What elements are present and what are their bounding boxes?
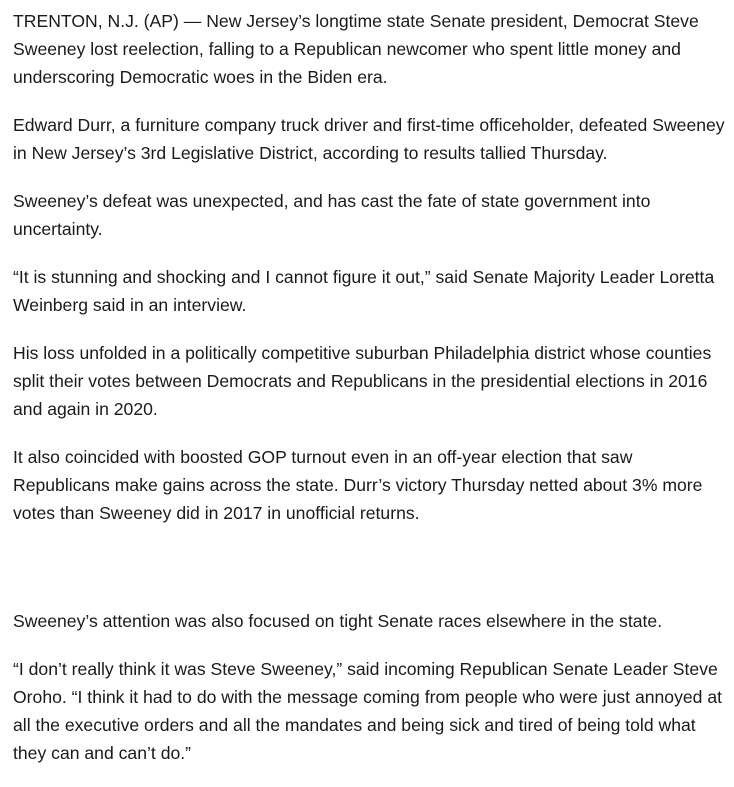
article-paragraph: His loss unfolded in a politically competitive suburban Philadelphia district whose counties split their votes between Democrats and Republicans in the presidential elections in 2016 and again in 2020. xyxy=(13,343,712,419)
article-paragraph-quote: “I don’t really think it was Steve Sweeney,” said incoming Republican Senate Leader Steve Oroho. “I think it had to do with the message coming from people who were just annoyed at all the executive orders and all the mandates and being sick and tired of being told what they can and can’t do.” xyxy=(13,659,723,763)
article-body xyxy=(13,7,725,787)
article-paragraph: Sweeney’s defeat was unexpected, and has cast the fate of state government into uncertainty. xyxy=(13,191,651,239)
article-paragraph: Sweeney’s attention was also focused on tight Senate races elsewhere in the state. xyxy=(13,611,663,631)
article-paragraph-dateline: TRENTON, N.J. (AP) — New Jersey’s longtime state Senate president, Democrat Steve Sweeney lost reelection, falling to a Republican newcomer who spent little money and underscoring Democratic woes in the Biden era. xyxy=(13,11,699,87)
article-paragraph: It also coincided with boosted GOP turnout even in an off-year election that saw Republicans make gains across the state. Durr’s victory Thursday netted about 3% more votes than Sweeney did in 2017 in unofficial returns. xyxy=(13,447,703,523)
ad-slot-spacer xyxy=(13,547,725,607)
article-paragraph-quote: “It is stunning and shocking and I cannot figure it out,” said Senate Majority Leader Loretta Weinberg said in an interview. xyxy=(13,267,715,315)
article-paragraph: Edward Durr, a furniture company truck driver and first-time officeholder, defeated Sweeney in New Jersey’s 3rd Legislative District, according to results tallied Thursday. xyxy=(13,115,725,163)
